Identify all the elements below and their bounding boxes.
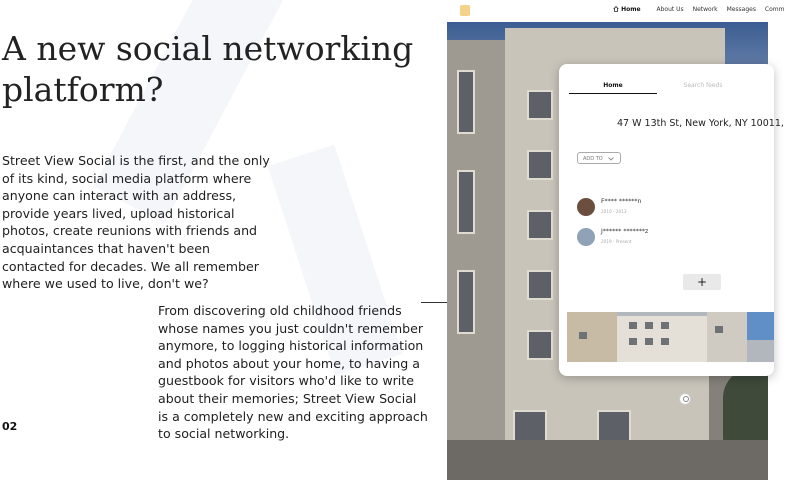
building-window [457,70,475,134]
card-tabs [569,82,769,96]
app-screenshot [447,0,785,480]
photo-window [629,338,637,345]
nav-network[interactable]: Network [692,6,718,13]
nav-menu [613,6,791,13]
address-card [559,64,784,376]
building-window [527,90,553,120]
building-window [513,410,547,442]
nav-community[interactable]: Comm [764,6,785,13]
building-window [597,410,631,442]
avatar [577,198,595,216]
building-window [457,170,475,234]
tab-home[interactable]: Home [569,82,657,94]
photo-window [645,322,653,329]
intro-paragraph: Street View Social is the first, and the only of its kind, social media platform where anyone can interact with an address, provide years lived, upload historical photos, create reunions with friends and acquaintances that haven't been contacted for decades. We all remember where we used to live, don't we? [2,153,270,292]
nav-home[interactable] [613,6,648,13]
address-title: 47 W 13th St, New York, NY 10011, [617,118,784,129]
resident-entry[interactable] [577,226,757,248]
photo-window [645,338,653,345]
street-tree [723,368,768,448]
nav-about[interactable]: About Us [656,6,684,13]
resident-name: F**** ******n [601,198,642,205]
historical-photo[interactable] [567,312,774,362]
add-to-dropdown[interactable] [577,152,621,164]
building-window [527,210,553,240]
avatar [577,228,595,246]
street-ground [447,440,768,480]
building-window [527,270,553,300]
photo-window [715,326,723,333]
add-to-label: ADD TO [583,156,603,162]
detail-paragraph: From discovering old childhood friends whose names you just couldn't remember anymore, to logging historical information and photos about your home, to having a guestbook for visitors who'd like to write about their memories; Street View Social is a completely new and exciting approach to social networking. [158,303,428,442]
photo-window [629,322,637,329]
photo-window [661,322,669,329]
nav-messages[interactable]: Messages [726,6,756,13]
photo-building [707,312,747,362]
connector-line [421,302,447,303]
building-window [527,330,553,360]
resident-years: 2010 - 2013 [601,209,627,214]
tab-search-feeds[interactable]: Search feeds [683,82,723,89]
photo-sky [747,312,774,340]
resident-name: J****** *******z [601,228,649,235]
nav-home-label: Home [621,6,641,13]
photo-building [567,312,617,362]
building-window [457,270,475,334]
chevron-down-icon [608,157,614,161]
resident-entry[interactable] [577,196,757,218]
page-number: 02 [2,420,18,433]
location-pin-icon[interactable] [679,393,691,405]
add-resident-button[interactable]: + [683,274,721,290]
slide-headline: A new social networking platform? [2,29,414,109]
photo-window [661,338,669,345]
app-logo[interactable] [460,5,470,16]
house-icon [613,6,619,12]
photo-window [579,332,587,339]
app-navbar [447,0,785,22]
building-window [527,150,553,180]
resident-years: 2019 - Present [601,239,632,244]
